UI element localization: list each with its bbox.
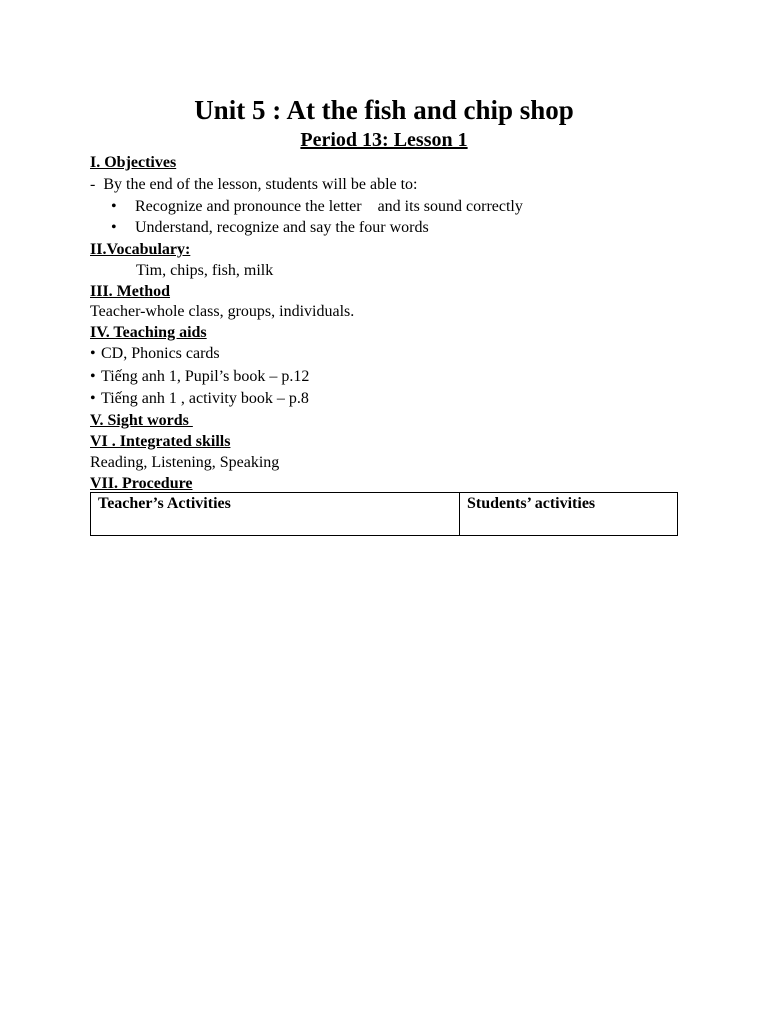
document-title: Unit 5 : At the fish and chip shop xyxy=(194,95,574,125)
procedure-heading: VII. Procedure xyxy=(90,475,193,492)
document-subtitle xyxy=(0,127,768,153)
method-heading: III. Method xyxy=(90,283,171,300)
bullet-icon: • xyxy=(111,219,117,236)
bullet-icon: • xyxy=(111,198,117,215)
table-row xyxy=(91,493,678,536)
integrated-skills-heading: VI . Integrated skills xyxy=(90,433,231,450)
vocabulary-words: Tim, chips, fish, milk xyxy=(136,262,274,279)
teaching-aid-text: Tiếng anh 1, Pupil’s book – p.12 xyxy=(101,368,310,385)
teaching-aid-item xyxy=(90,344,220,364)
objective-text: Understand, recognize and say the four words xyxy=(135,219,429,236)
bullet-icon: • xyxy=(90,390,96,407)
integrated-skills-text: Reading, Listening, Speaking xyxy=(90,454,280,471)
teaching-aid-text: CD, Phonics cards xyxy=(101,345,220,362)
objectives-heading: I. Objectives xyxy=(90,154,177,171)
subtitle-text: Period 13: Lesson 1 xyxy=(300,129,468,151)
teaching-aid-item xyxy=(90,389,309,409)
bullet-icon: • xyxy=(90,368,96,385)
objectives-intro: - By the end of the lesson, students will be able to: xyxy=(90,176,418,193)
objective-item xyxy=(111,218,429,238)
teacher-activities-header: Teacher’s Activities xyxy=(91,493,460,536)
bullet-icon: • xyxy=(90,345,96,362)
method-text: Teacher-whole class, groups, individuals. xyxy=(90,303,355,320)
teaching-aid-text: Tiếng anh 1 , activity book – p.8 xyxy=(101,390,309,407)
teaching-aid-item xyxy=(90,367,309,387)
objective-text: Recognize and pronounce the letter and its sound correctly xyxy=(135,198,523,215)
vocabulary-heading: II.Vocabulary: xyxy=(90,241,191,258)
students-activities-header: Students’ activities xyxy=(460,493,678,536)
procedure-table xyxy=(90,492,678,536)
teaching-aids-heading: IV. Teaching aids xyxy=(90,324,207,341)
objective-item xyxy=(111,197,523,217)
sight-words-heading: V. Sight words xyxy=(90,412,193,429)
